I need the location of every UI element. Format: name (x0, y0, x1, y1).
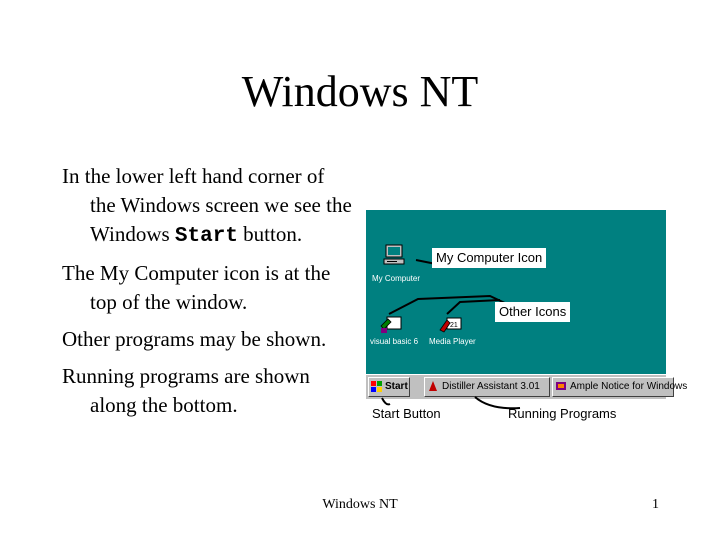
start-label: Start (385, 381, 408, 392)
taskbar-item-label: Distiller Assistant 3.01 (442, 381, 540, 392)
bullet-item: The My Computer icon is at the top of the window. (62, 261, 331, 314)
icon-label: visual basic 6 (370, 337, 419, 346)
bullet-item: Other programs may be shown. (62, 327, 327, 351)
callout-my-computer: My Computer Icon (432, 248, 546, 268)
icon-label: My Computer (372, 274, 421, 283)
footer-title: Windows NT (322, 497, 398, 512)
slide-title: Windows NT (241, 67, 479, 116)
svg-text:21: 21 (450, 322, 458, 329)
start-code-word: Start (174, 225, 238, 248)
page-number: 1 (652, 497, 659, 512)
bullet-text: In the lower left hand corner of the Windows screen we see the Windows (62, 164, 352, 246)
label-running-programs: Running Programs (508, 406, 617, 421)
callout-other-icons: Other Icons (495, 302, 570, 322)
icon-label: Media Player (429, 337, 476, 346)
label-start-button: Start Button (372, 406, 441, 421)
bullet-text: button. (237, 222, 303, 246)
bullet-item: Running programs are shown along the bottom. (62, 364, 310, 417)
taskbar-item-label: Ample Notice for Windows (570, 381, 688, 392)
